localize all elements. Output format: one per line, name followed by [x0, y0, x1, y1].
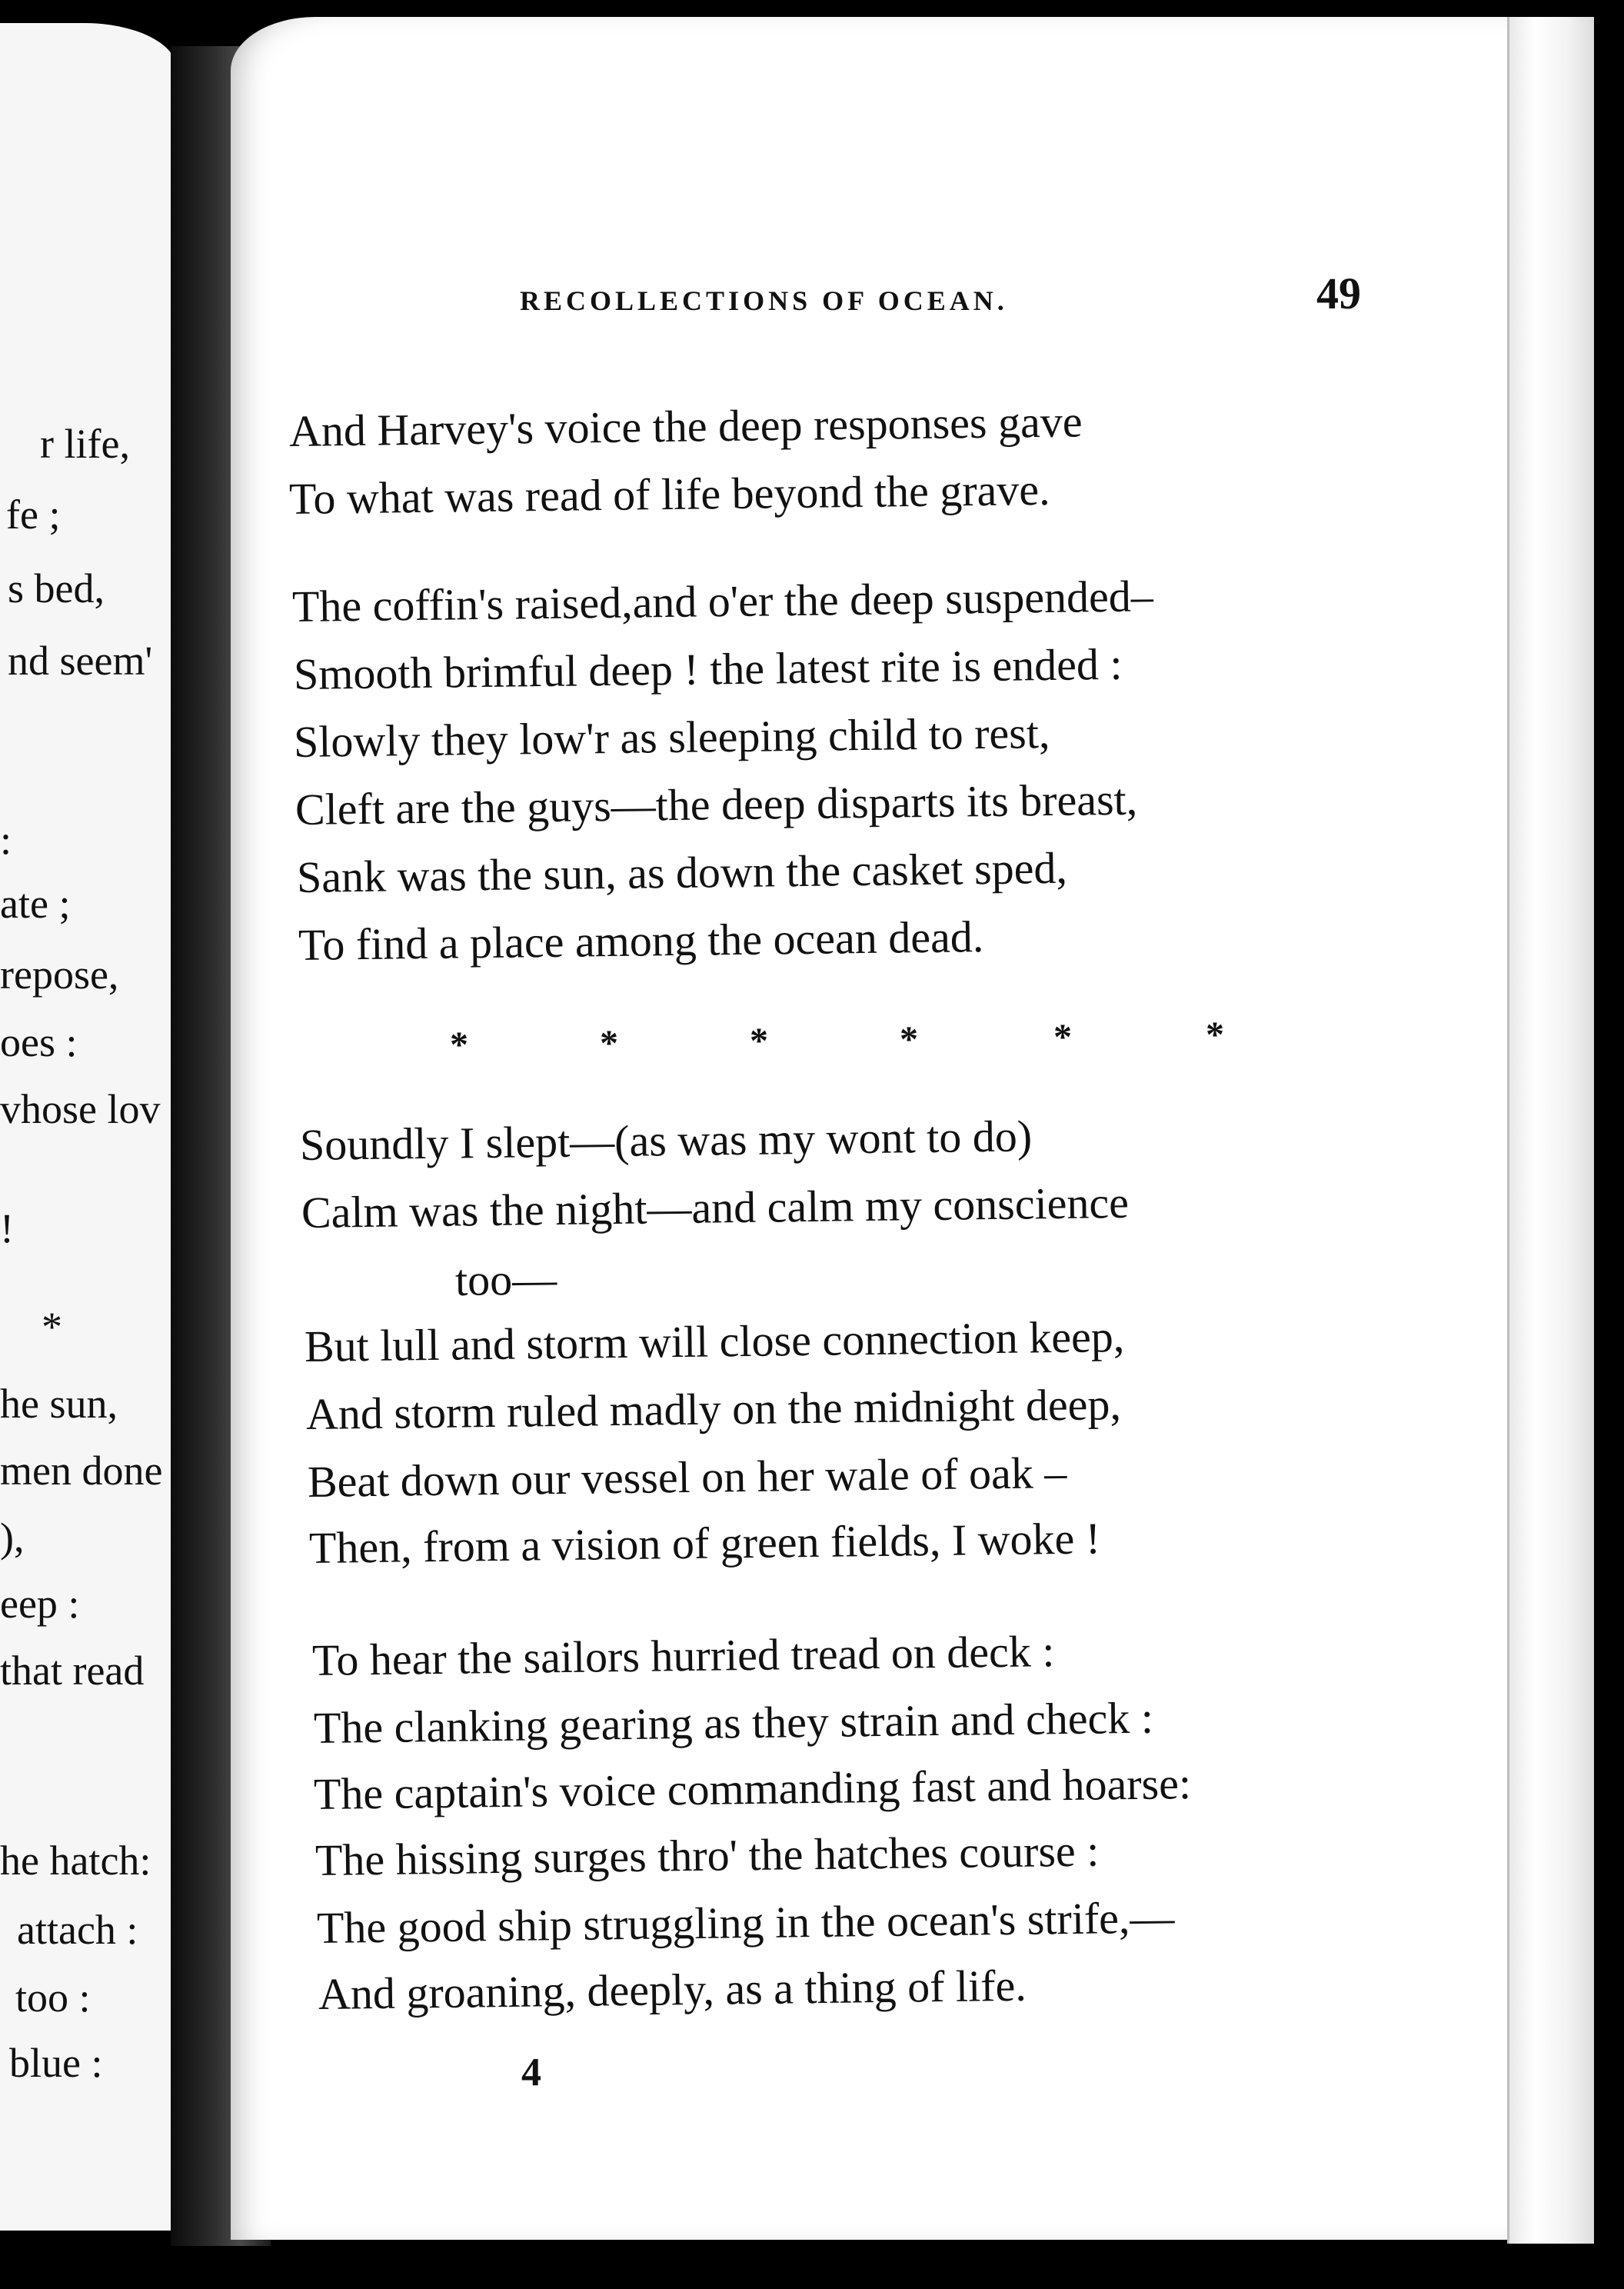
poem-line: The captain's voice commanding fast and hoarse: — [313, 1758, 1192, 1819]
left-fragment: oes : — [0, 1019, 78, 1065]
printer-signature-mark: 4 — [521, 2051, 541, 2094]
facing-left-page — [0, 23, 177, 2231]
poem-line: The coffin's raised,and o'er the deep suspended– — [291, 571, 1154, 631]
poem-line: To find a place among the ocean dead. — [298, 911, 984, 970]
left-fragment: ! — [0, 1205, 14, 1251]
left-fragment: blue : — [9, 2040, 103, 2086]
poem-line: Then, from a vision of green fields, I woke ! — [308, 1513, 1101, 1573]
left-fragment: ate ; — [0, 881, 71, 927]
poem-line: Soundly I slept—(as was my wont to do) — [299, 1111, 1033, 1170]
poem-line: too— — [454, 1254, 557, 1305]
left-fragment: he hatch: — [0, 1838, 151, 1884]
poem-line: But lull and storm will close connection keep, — [304, 1311, 1125, 1371]
left-fragment: r life, — [40, 421, 130, 467]
poem-line: And groaning, deeply, as a thing of life. — [318, 1960, 1027, 2019]
poem-line: And storm ruled madly on the midnight deep, — [305, 1379, 1122, 1439]
running-head: RECOLLECTIONS OF OCEAN. — [520, 285, 1008, 316]
left-fragment: vhose lov — [0, 1086, 161, 1132]
left-fragment: fe ; — [6, 491, 61, 538]
asterisk: * — [900, 1019, 918, 1060]
left-fragment: ), — [0, 1514, 25, 1561]
poem-line: Beat down our vessel on her wale of oak – — [307, 1447, 1067, 1507]
left-fragment: nd seem' — [8, 638, 153, 684]
left-fragment: too : — [15, 1974, 91, 2021]
poem-line: Cleft are the guys—the deep disparts its breast, — [295, 774, 1138, 835]
left-fragment: that read — [0, 1648, 145, 1694]
poem-line: Smooth brimful deep ! the latest rite is ended : — [293, 638, 1123, 699]
poem-line: Slowly they low'r as sleeping child to rest, — [293, 707, 1050, 767]
poem-line: To what was read of life beyond the grave. — [288, 464, 1050, 524]
asterisk: * — [600, 1023, 618, 1064]
poem-line: The clanking gearing as they strain and check : — [313, 1692, 1154, 1753]
poem-line: To hear the sailors hurried tread on deck : — [311, 1626, 1055, 1685]
left-fragment: s bed, — [8, 565, 105, 611]
poem-line: Calm was the night—and calm my conscience — [301, 1177, 1130, 1238]
left-fragment: attach : — [17, 1907, 138, 1953]
left-fragment: men done — [0, 1448, 163, 1494]
page-edges — [1507, 17, 1594, 2244]
asterisk: * — [1206, 1015, 1224, 1055]
left-fragment: he sun, — [0, 1381, 118, 1427]
page-number: 49 — [1316, 268, 1361, 318]
left-fragment: : — [0, 817, 12, 863]
left-fragment: repose, — [0, 951, 119, 998]
poem-line: The good ship struggling in the ocean's strife,— — [316, 1892, 1175, 1953]
poem-line: Sank was the sun, as down the casket sped, — [296, 842, 1068, 902]
poem-line: And Harvey's voice the deep responses gave — [288, 396, 1083, 456]
asterisk: * — [450, 1025, 468, 1065]
asterisk: * — [750, 1021, 768, 1061]
asterisk: * — [1053, 1017, 1072, 1058]
left-fragment: eep : — [0, 1581, 80, 1627]
poem-line: The hissing surges thro' the hatches course : — [314, 1825, 1100, 1885]
left-fragment: * — [42, 1304, 62, 1350]
